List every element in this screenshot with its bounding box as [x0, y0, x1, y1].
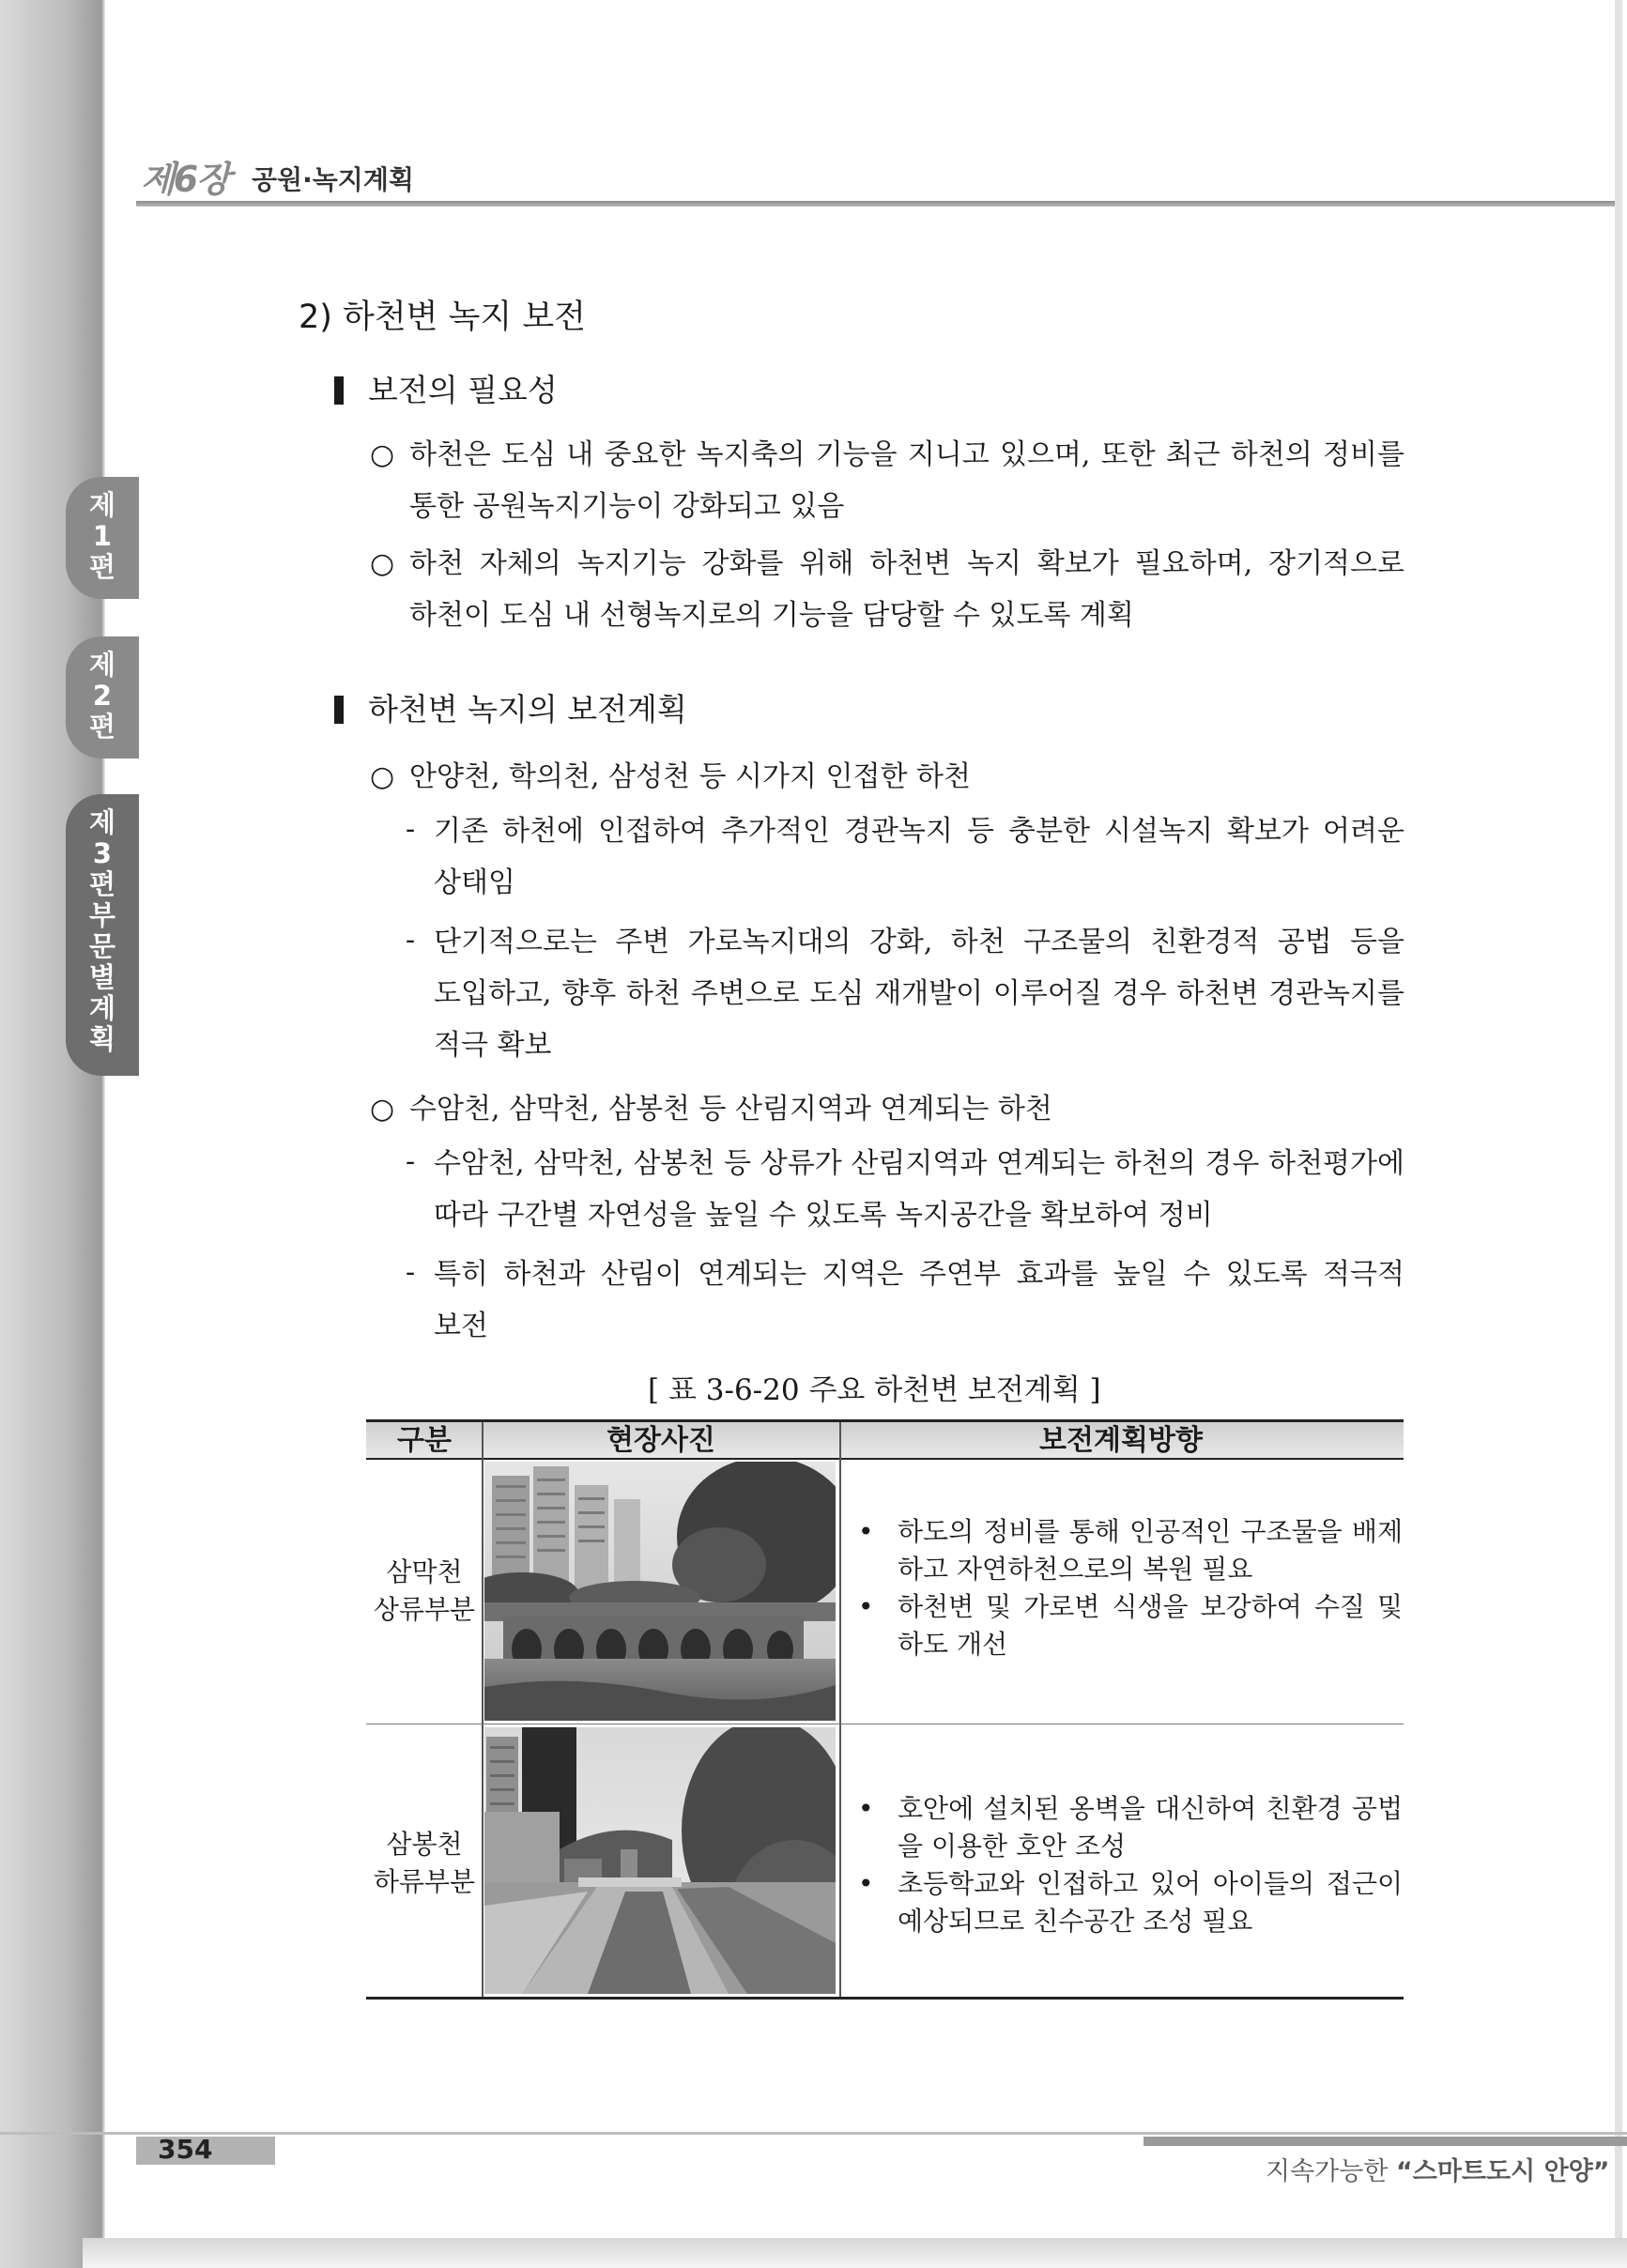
table-row-label: 삼봉천 하류부분: [373, 1829, 476, 1897]
paragraph: 특히 하천과 산림이 연계되는 지역은 주연부 효과를 높일 수 있도록 적극적: [434, 1258, 1404, 1291]
chapter-number: 제6장: [141, 159, 229, 200]
paragraph: 적극 확보: [434, 1029, 552, 1062]
paragraph: 도입하고, 향후 하천 주변으로 도심 재개발이 이루어질 경우 하천변 경관녹지를: [434, 977, 1404, 1010]
table-column-divider: [482, 1422, 483, 1997]
paragraph: 수암천, 삼막천, 삼봉천 등 산림지역과 연계되는 하천: [409, 1093, 1052, 1126]
page-number: 354: [158, 2134, 213, 2165]
paragraph: 보전: [434, 1310, 488, 1342]
list-item: • 초등학교와 인접하고 있어 아이들의 접근이 예상되므로 친수공간 조성 필요: [852, 1865, 1403, 1940]
table-caption: [ 표 3-6-20 주요 하천변 보전계획 ]: [648, 1373, 1101, 1407]
bullet-dot-icon: •: [858, 1868, 874, 1899]
subheading-plan: 하천변 녹지의 보전계획: [334, 685, 687, 729]
publication-title: 지속가능한 “스마트도시 안양”: [1266, 2157, 1610, 2186]
paragraph: 통한 공원녹지기능이 강화되고 있음: [409, 490, 845, 523]
circle-bullet-icon: ○: [370, 760, 395, 793]
paragraph: 기존 하천에 인접하여 추가적인 경관녹지 등 충분한 시설녹지 확보가 어려운: [434, 815, 1404, 848]
bullet-dot-icon: •: [858, 1516, 874, 1547]
paragraph: 하천이 도심 내 선형녹지로의 기능을 담당할 수 있도록 계획: [409, 599, 1134, 632]
stone-arch-bridge-photo: [484, 1462, 836, 1721]
table-header-plan: 보전계획방향: [1039, 1424, 1203, 1457]
bullet-dot-icon: •: [858, 1793, 874, 1824]
bullet-dot-icon: •: [858, 1591, 874, 1622]
paragraph: 하천은 도심 내 중요한 녹지축의 기능을 지니고 있으며, 또한 최근 하천의 정비를: [409, 438, 1404, 471]
dash-bullet: -: [406, 1256, 416, 1289]
side-tab-part-2[interactable]: 제 2 편: [66, 636, 139, 759]
urban-stream-photo: [484, 1727, 836, 1994]
paragraph: 따라 구간별 자연성을 높일 수 있도록 녹지공간을 확보하여 정비: [434, 1199, 1213, 1232]
heading-marker: [334, 696, 344, 724]
subheading-need: 보전의 필요성: [334, 366, 558, 410]
plan-list: [852, 1790, 1403, 1940]
paragraph: 상태임: [434, 866, 515, 899]
paragraph: 안양천, 학의천, 삼성천 등 시가지 인접한 하천: [409, 760, 971, 793]
plan-list: [852, 1513, 1403, 1663]
heading-marker: [334, 376, 344, 405]
table-header-rule: [366, 1458, 1404, 1460]
dash-bullet: -: [406, 813, 416, 846]
chapter-title: 공원·녹지계획: [252, 164, 414, 195]
footer-bar: [1144, 2137, 1627, 2146]
section-title: 2) 하천변 녹지 보전: [299, 299, 586, 336]
paragraph: 하천 자체의 녹지기능 강화를 위해 하천변 녹지 확보가 필요하며, 장기적으로: [409, 547, 1404, 580]
list-item: • 하천변 및 가로변 식생을 보강하여 수질 및 하도 개선: [852, 1588, 1403, 1663]
list-item: • 호안에 설치된 옹벽을 대신하여 친환경 공법을 이용한 호안 조성: [852, 1790, 1403, 1865]
dash-bullet: -: [406, 924, 416, 957]
page-edge-shadow: [0, 0, 105, 2268]
table-column-divider: [839, 1422, 841, 1997]
page-bottom-shadow: [83, 2238, 1627, 2268]
footer-rule: [0, 2132, 1627, 2135]
table-header-category: 구분: [397, 1424, 452, 1457]
circle-bullet-icon: ○: [370, 438, 395, 471]
list-item: • 하도의 정비를 통해 인공적인 구조물을 배제하고 자연하천으로의 복원 필요: [852, 1513, 1403, 1588]
header-rule: [136, 201, 1615, 207]
table-bottom-rule: [366, 1997, 1404, 2000]
circle-bullet-icon: ○: [370, 547, 395, 580]
circle-bullet-icon: ○: [370, 1093, 395, 1126]
side-tab-part-1[interactable]: 제 1 편: [66, 477, 139, 599]
dash-bullet: -: [406, 1145, 416, 1178]
table-header-photo: 현장사진: [606, 1424, 715, 1457]
side-tab-part-3[interactable]: 제 3 편 부 문 별 계 획: [66, 794, 139, 1076]
table-row-label: 삼막천 상류부분: [373, 1556, 476, 1625]
paragraph: 수암천, 삼막천, 삼봉천 등 상류가 산림지역과 연계되는 하천의 경우 하천평가에: [434, 1147, 1404, 1180]
paragraph: 단기적으로는 주변 가로녹지대의 강화, 하천 구조물의 친환경적 공법 등을: [434, 926, 1404, 958]
